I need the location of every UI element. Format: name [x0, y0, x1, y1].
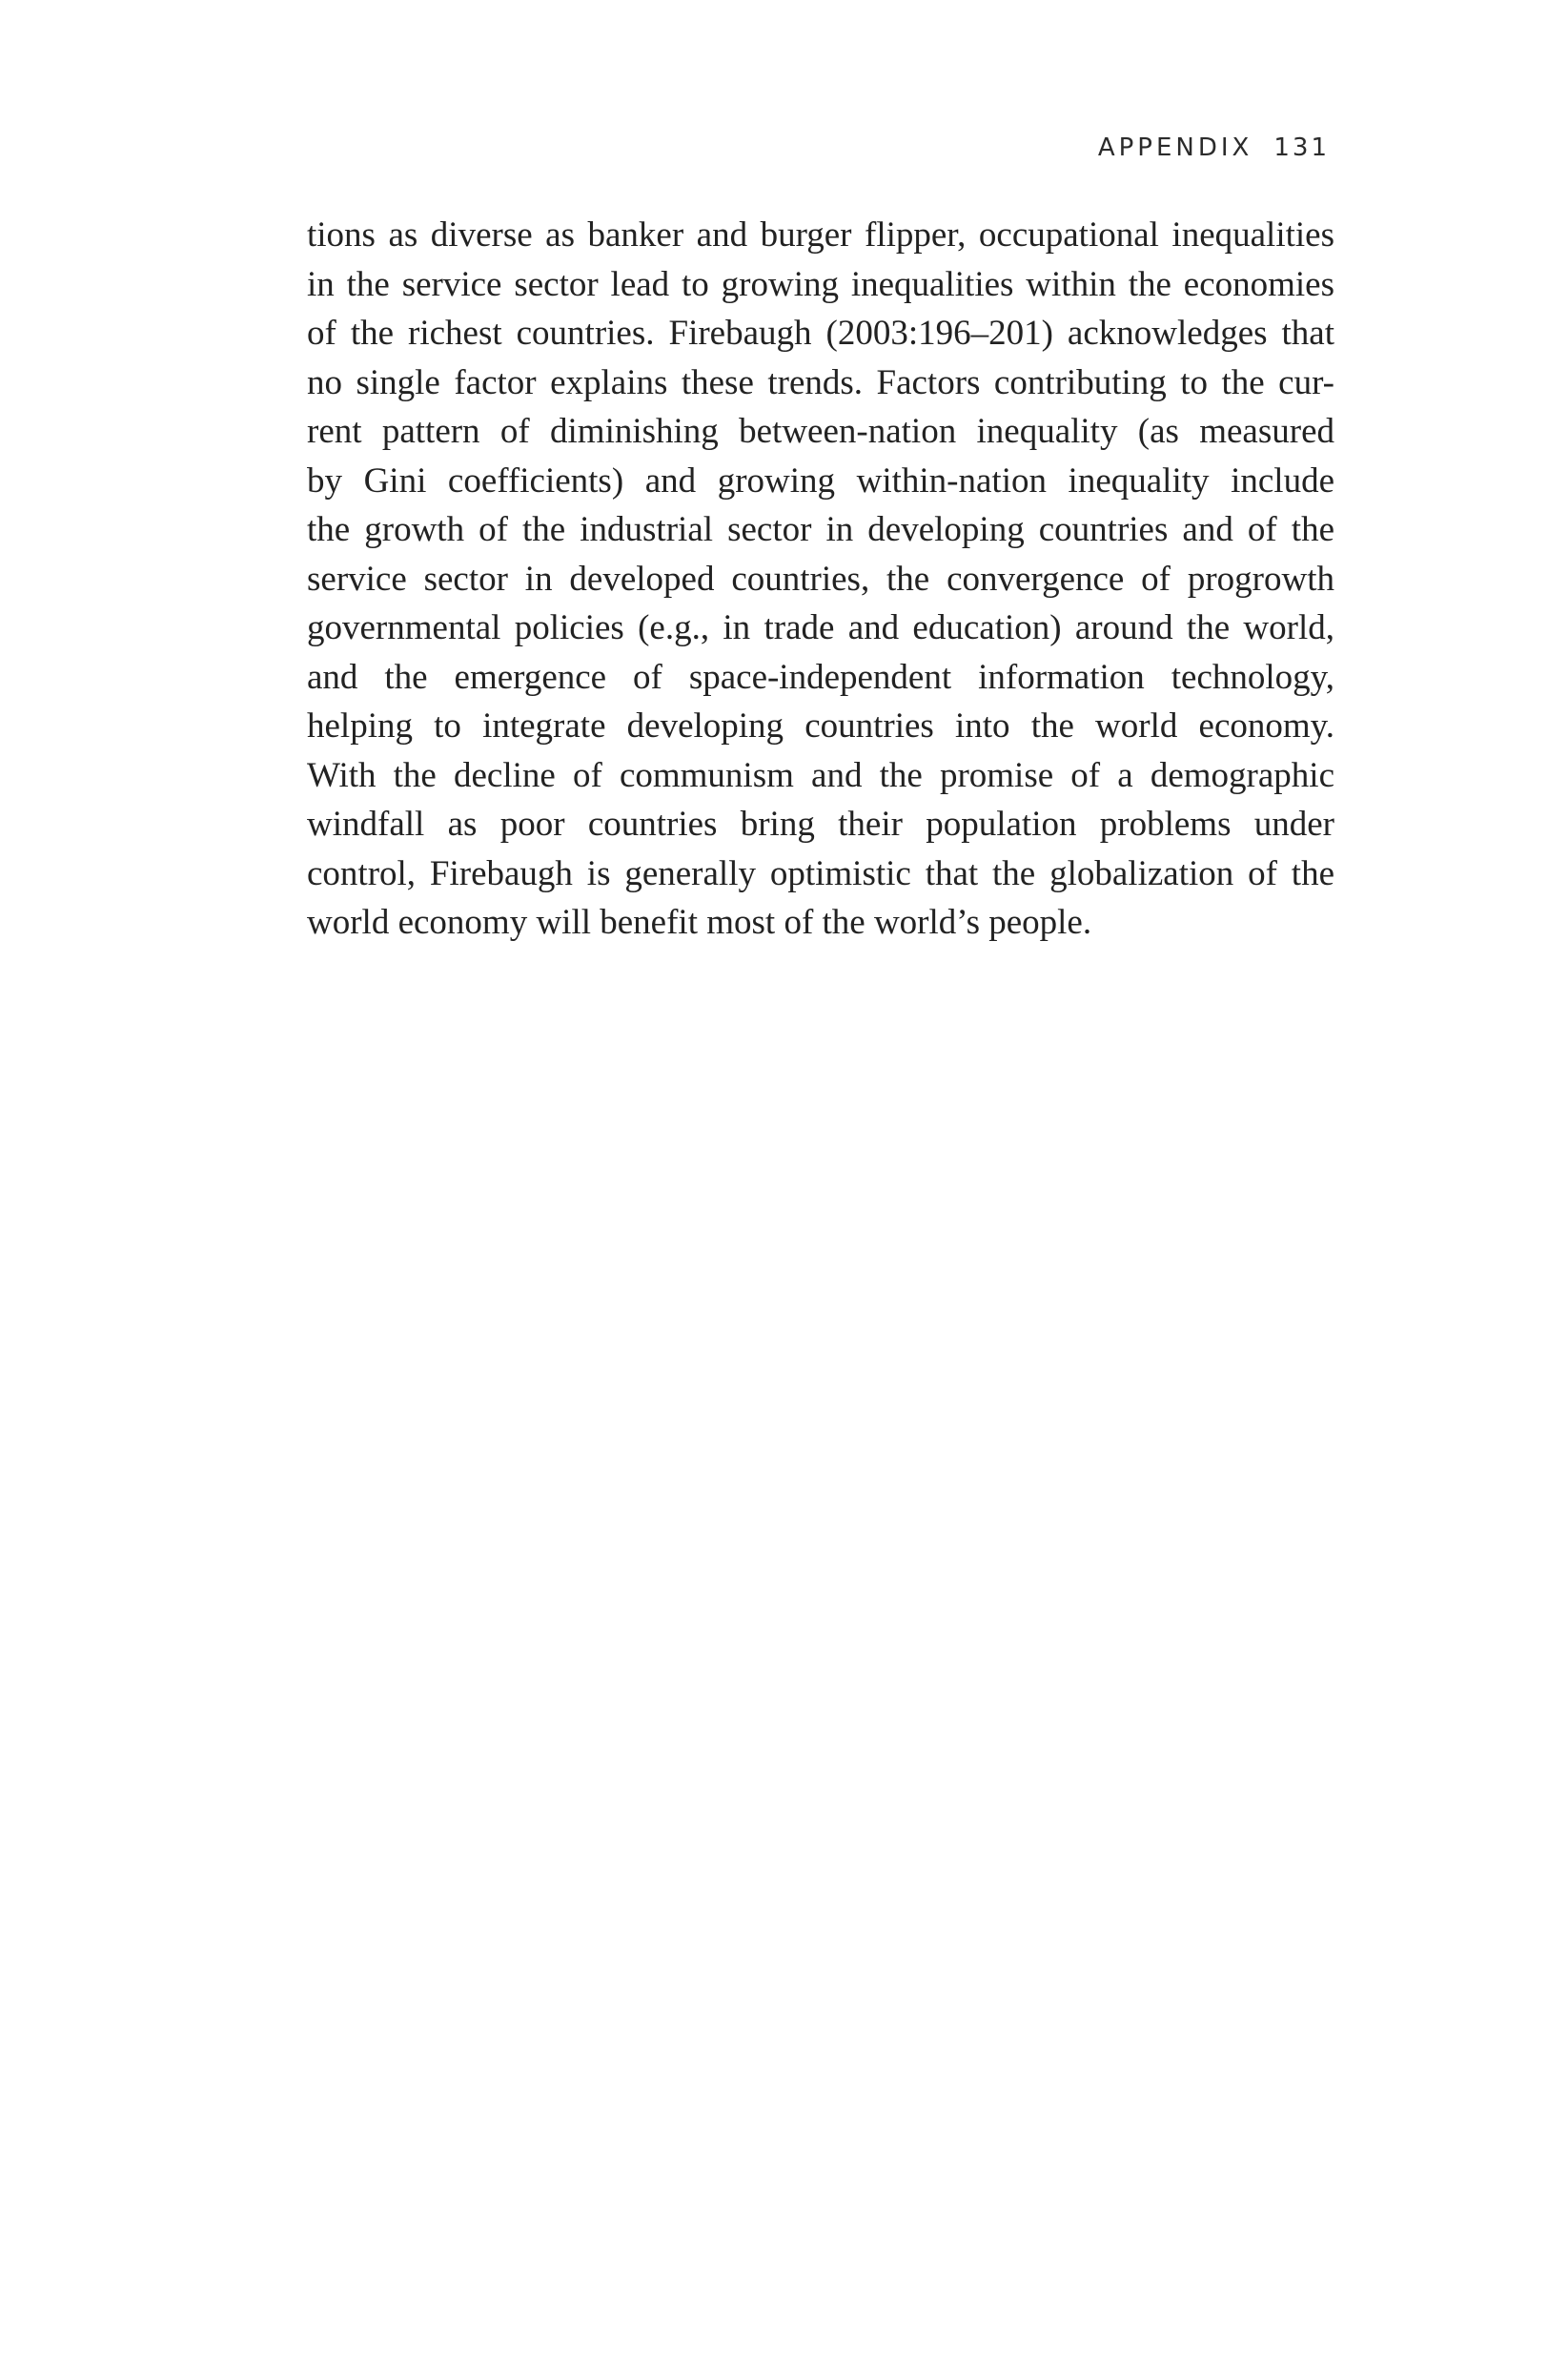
text-line: control, Firebaugh is generally optimistic that the globalization of the: [307, 853, 1334, 893]
text-line: service sector in developed countries, the convergence of progrowth: [307, 559, 1334, 599]
text-line: helping to integrate developing countries into the world economy.: [307, 706, 1334, 746]
section-title: APPENDIX: [1097, 133, 1253, 162]
text-line: no single factor explains these trends. Factors contributing to the cur-: [307, 362, 1334, 402]
text-line: tions as diverse as banker and burger flipper, occupational inequalities: [307, 215, 1334, 255]
text-line: rent pattern of diminishing between-nation inequality (as measured: [307, 412, 1334, 451]
text-line: in the service sector lead to growing inequalities within the economies: [307, 264, 1334, 304]
running-head: [1098, 133, 1330, 162]
page-number: 131: [1273, 133, 1330, 162]
text-line: and the emergence of space-independent information technology,: [307, 657, 1334, 697]
text-line: of the richest countries. Firebaugh (2003:196–201) acknowledges that: [307, 314, 1334, 353]
text-line: the growth of the industrial sector in developing countries and of the: [307, 510, 1334, 549]
text-line: by Gini coefficients) and growing within-nation inequality include: [307, 460, 1334, 501]
text-line: world economy will benefit most of the world’s people.: [307, 903, 1092, 942]
text-line: With the decline of communism and the promise of a demographic: [307, 755, 1334, 795]
body-paragraph: [307, 211, 1334, 948]
text-line: governmental policies (e.g., in trade and education) around the world,: [307, 608, 1334, 647]
text-line: windfall as poor countries bring their population problems under: [307, 805, 1334, 844]
